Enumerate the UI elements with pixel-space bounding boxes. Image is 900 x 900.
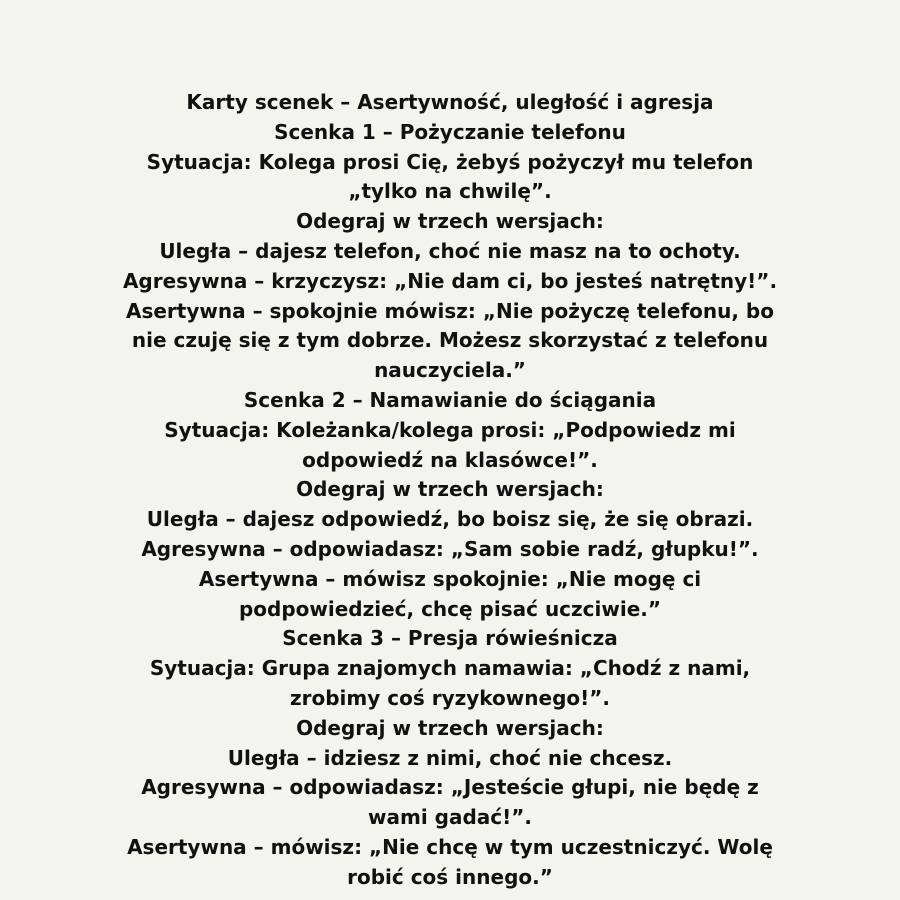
- scene-1-assertive-line-3: nauczyciela.”: [374, 358, 526, 383]
- scene-1-passive-version: Uległa – dajesz telefon, choć nie masz na to ochoty.: [159, 238, 741, 263]
- scene-2-assertive-line-1: Asertywna – mówisz spokojnie: „Nie mogę ci: [198, 566, 702, 591]
- scene-2-assertive-line-2: podpowiedzieć, chcę pisać uczciwie.”: [238, 596, 662, 621]
- scene-3-assertive-line-2: robić coś innego.”: [347, 864, 553, 889]
- scene-2-situation-line-2: odpowiedź na klasówce!”.: [302, 447, 598, 472]
- scene-3-situation-line-1: Sytuacja: Grupa znajomych namawia: „Chodź z nami,: [149, 656, 751, 681]
- scene-cards-document: [40, 88, 860, 893]
- scene-3-assertive-line-1: Asertywna – mówisz: „Nie chcę w tym uczestniczyć. Wolę: [127, 834, 773, 859]
- scene-2-heading: Scenka 2 – Namawianie do ściągania: [243, 387, 657, 412]
- scene-1-assertive-line-2: nie czuję się z tym dobrze. Możesz skorzystać z telefonu: [131, 328, 769, 353]
- scene-3-passive-version: Uległa – idziesz z nimi, choć nie chcesz.: [227, 745, 673, 770]
- scene-2: [40, 386, 860, 624]
- scene-2-situation-line-1: Sytuacja: Koleżanka/kolega prosi: „Podpowiedz mi: [164, 417, 736, 442]
- scene-3-situation-line-2: zrobimy coś ryzykownego!”.: [290, 685, 610, 710]
- scene-1-heading: Scenka 1 – Pożyczanie telefonu: [274, 119, 626, 144]
- scene-3-aggressive-line-1: Agresywna – odpowiadasz: „Jesteście głupi, nie będę z: [141, 775, 759, 800]
- scene-3-heading: Scenka 3 – Presja rówieśnicza: [282, 626, 618, 651]
- scene-3-aggressive-line-2: wami gadać!”.: [368, 805, 532, 830]
- scene-1-aggressive-version: Agresywna – krzyczysz: „Nie dam ci, bo jesteś natrętny!”.: [122, 268, 778, 293]
- scene-2-passive-version: Uległa – dajesz odpowiedź, bo boisz się, że się obrazi.: [146, 507, 754, 532]
- scene-3-instruction: Odegraj w trzech wersjach:: [296, 715, 604, 740]
- scene-1: [40, 118, 860, 386]
- scene-2-instruction: Odegraj w trzech wersjach:: [296, 477, 604, 502]
- scene-3: [40, 624, 860, 892]
- scene-1-situation-line-1: Sytuacja: Kolega prosi Cię, żebyś pożyczył mu telefon: [146, 149, 754, 174]
- scene-2-aggressive-version: Agresywna – odpowiadasz: „Sam sobie radź, głupku!”.: [141, 536, 759, 561]
- document-title: Karty scenek – Asertywność, uległość i agresja: [186, 90, 714, 114]
- scene-1-assertive-line-1: Asertywna – spokojnie mówisz: „Nie pożyczę telefonu, bo: [125, 298, 774, 323]
- scene-1-situation-line-2: „tylko na chwilę”.: [348, 179, 552, 204]
- scene-1-instruction: Odegraj w trzech wersjach:: [296, 209, 604, 234]
